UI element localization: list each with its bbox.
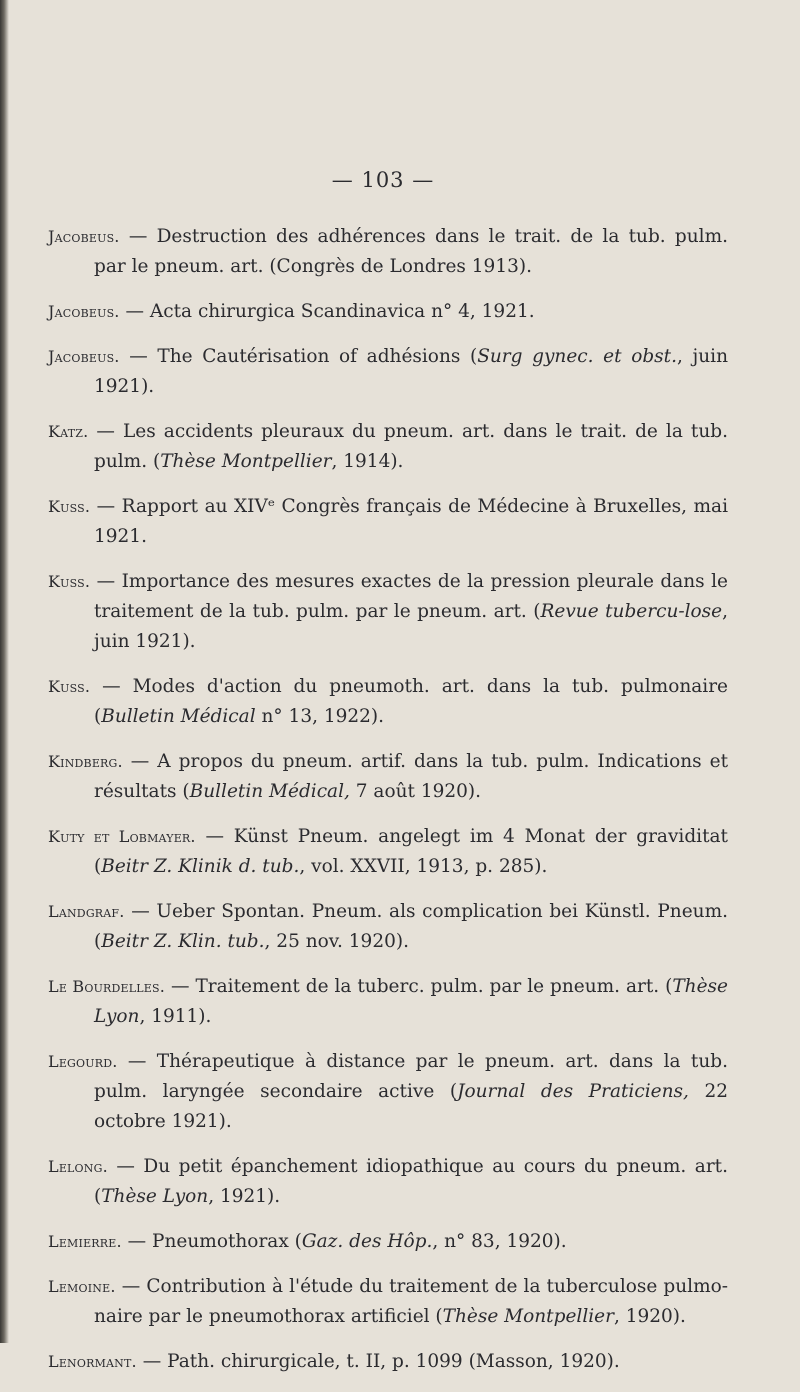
entry-source: Bulletin Médical, — [189, 781, 350, 802]
entry-text: Thérapeutique à distance par le pneum. art. dans la tub. pulm. laryngée secondaire active ( — [94, 1051, 728, 1102]
entry-separator: — — [119, 301, 150, 322]
entry-text-after: 7 août 1920). — [349, 781, 481, 802]
entry-text: Traitement de la tuberc. pulm. par le pneum. art. ( — [195, 976, 673, 997]
entry-author: Kuss. — [48, 497, 91, 516]
bibliography-entry — [48, 1227, 728, 1257]
entry-text-after: 22 octobre 1921). — [94, 1081, 728, 1132]
entry-text: Acta chirurgica Scandinavica n° 4, 1921. — [149, 301, 535, 322]
entry-author: Landgraf. — [48, 902, 125, 921]
entry-source: Revue tubercu-lose — [540, 601, 723, 622]
entry-author: Legourd. — [48, 1052, 118, 1071]
entry-text: Les accidents pleuraux du pneum. art. dans le trait. de la tub. pulm. ( — [94, 421, 728, 472]
bibliography-list — [48, 222, 728, 1392]
entry-text-after: , 1920). — [613, 1306, 686, 1327]
entry-source: Surg gynec. et obst. — [477, 346, 677, 367]
entry-separator: — — [117, 1051, 157, 1072]
entry-author: Le Bourdelles. — [48, 977, 166, 996]
entry-author: Lelong. — [48, 1157, 108, 1176]
entry-text: Path. chirurgicale, t. II, p. 1099 (Masson, 1920). — [167, 1351, 620, 1372]
entry-separator: — — [115, 1276, 147, 1297]
entry-text: Contribution à l'étude du traitement de la tuberculose pulmo-naire par le pneumothorax artificiel ( — [94, 1276, 729, 1327]
entry-text-after: n° 13, 1922). — [255, 706, 385, 727]
entry-text-after: , vol. XXVII, 1913, p. 285). — [299, 856, 548, 877]
bibliography-entry — [48, 897, 728, 957]
entry-source: Thèse Montpellier — [442, 1306, 614, 1327]
bibliography-entry — [48, 222, 728, 282]
bibliography-entry — [48, 297, 728, 327]
entry-text: Importance des mesures exactes de la pression pleurale dans le traitement de la tub. pulm. par le pneum. art. ( — [94, 571, 728, 622]
bibliography-entry — [48, 492, 728, 552]
entry-source: Thèse Lyon — [101, 1186, 209, 1207]
entry-source: Beitr Z. Klin. tub. — [101, 931, 265, 952]
entry-text-after: , juin 1921). — [94, 601, 728, 652]
entry-separator: — — [165, 976, 196, 997]
entry-separator: — — [119, 226, 157, 247]
entry-separator: — — [88, 421, 123, 442]
entry-separator: — — [124, 901, 157, 922]
bibliography-entry — [48, 1347, 728, 1377]
entry-text-after: , 25 nov. 1920). — [264, 931, 409, 952]
entry-separator: — — [90, 676, 133, 697]
entry-text-after: , 1914). — [331, 451, 404, 472]
entry-text-after: , juin 1921). — [94, 346, 728, 397]
entry-text: A propos du pneum. artif. dans la tub. pulm. Indications et résultats ( — [94, 751, 728, 802]
bibliography-entry — [48, 1272, 728, 1332]
bibliography-entry — [48, 1047, 728, 1137]
entry-text-after: , 1921). — [208, 1186, 281, 1207]
entry-author: Kuss. — [48, 572, 91, 591]
entry-text-after: , n° 83, 1920). — [432, 1231, 567, 1252]
entry-separator: — — [136, 1351, 168, 1372]
entry-text-after: , 1911). — [139, 1006, 212, 1027]
bibliography-entry — [48, 417, 728, 477]
bibliography-entry — [48, 1152, 728, 1212]
entry-separator: — — [107, 1156, 144, 1177]
entry-author: Kuss. — [48, 677, 91, 696]
bibliography-entry — [48, 567, 728, 657]
entry-author: Jacobeus. — [48, 347, 120, 366]
entry-source: Thèse Lyon — [94, 976, 728, 1027]
entry-author: Katz. — [48, 422, 89, 441]
entry-source: Bulletin Médical — [101, 706, 256, 727]
entry-source: Journal des Praticiens, — [457, 1081, 689, 1102]
bibliography-entry — [48, 342, 728, 402]
entry-source: Thèse Montpellier — [160, 451, 332, 472]
bibliography-entry — [48, 672, 728, 732]
entry-text: Pneumothorax ( — [152, 1231, 302, 1252]
page-edge — [0, 0, 9, 1343]
entry-author: Lenormant. — [48, 1352, 137, 1371]
bibliography-entry — [48, 972, 728, 1032]
entry-author: Lemierre. — [48, 1232, 122, 1251]
entry-separator: — — [121, 1231, 153, 1252]
page-number: — 103 — — [331, 168, 435, 192]
entry-separator: — — [119, 346, 158, 367]
entry-separator: — — [122, 751, 158, 772]
entry-text: The Cautérisation of adhésions ( — [157, 346, 478, 367]
bibliography-entry — [48, 822, 728, 882]
entry-separator: — — [195, 826, 234, 847]
entry-author: Lemoine. — [48, 1277, 116, 1296]
entry-source: Gaz. des Hôp. — [301, 1231, 433, 1252]
entry-text: Ueber Spontan. Pneum. als complication bei Künstl. Pneum. ( — [94, 901, 729, 952]
entry-text: Destruction des adhérences dans le trait. de la tub. pulm. par le pneum. art. (Congrès de Londres 1913). — [94, 226, 729, 277]
entry-separator: — — [90, 496, 122, 517]
entry-author: Jacobeus. — [48, 227, 120, 246]
entry-author: Kuty et Lobmayer. — [48, 827, 196, 846]
entry-text: Modes d'action du pneumoth. art. dans la tub. pulmonaire ( — [94, 676, 728, 727]
entry-text: Rapport au XIVᵉ Congrès français de Médecine à Bruxelles, mai 1921. — [94, 496, 729, 547]
entry-separator: — — [90, 571, 122, 592]
entry-text: Künst Pneum. angelegt im 4 Monat der graviditat ( — [94, 826, 728, 877]
entry-text: Du petit épanchement idiopathique au cours du pneum. art. ( — [94, 1156, 728, 1207]
bibliography-entry — [48, 747, 728, 807]
entry-author: Jacobeus. — [48, 302, 120, 321]
entry-source: Beitr Z. Klinik d. tub. — [101, 856, 300, 877]
entry-author: Kindberg. — [48, 752, 123, 771]
